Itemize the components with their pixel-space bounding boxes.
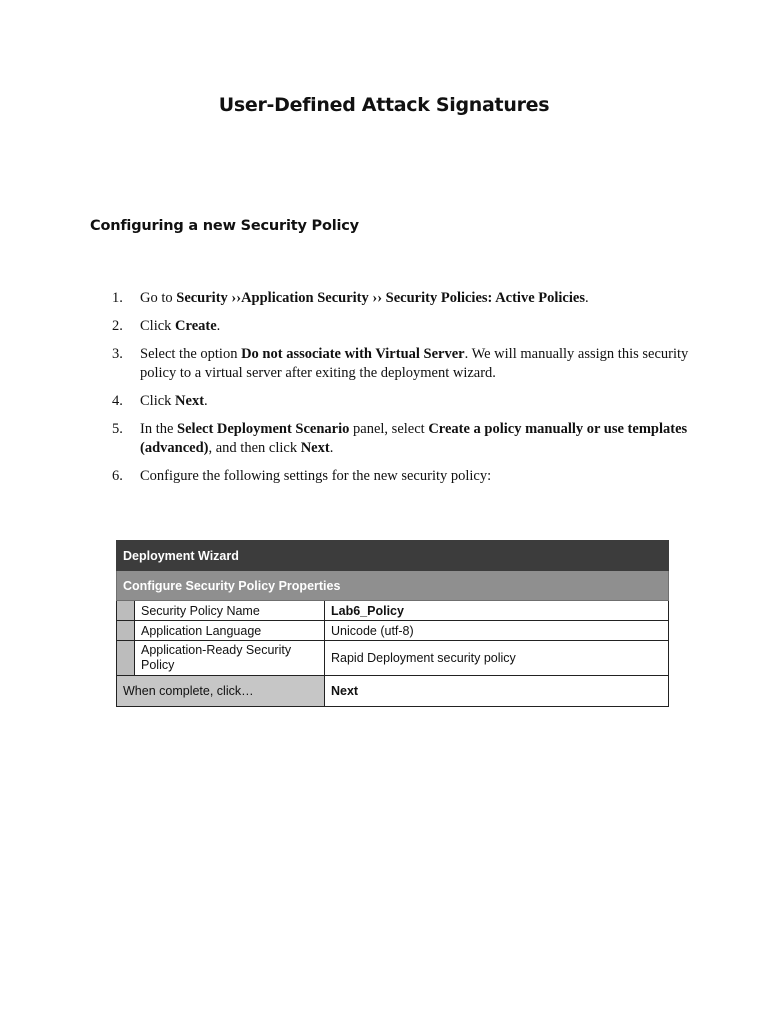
step-text xyxy=(140,420,722,458)
wizard-header-row xyxy=(117,541,669,571)
step-text-run: . xyxy=(204,393,208,409)
wizard-subheader: Configure Security Policy Properties xyxy=(117,571,669,601)
step-item xyxy=(112,420,722,458)
step-text-bold: Create a policy manually or use templates (advanced) xyxy=(140,421,688,456)
step-text-run: . xyxy=(216,318,221,334)
step-item xyxy=(112,345,722,383)
step-text-run: , and then click xyxy=(208,440,301,456)
step-item xyxy=(112,467,722,486)
step-text-run: In the xyxy=(140,421,178,437)
setting-value: Rapid Deployment security policy xyxy=(325,641,669,676)
step-text-run: Click xyxy=(140,318,176,334)
step-number: 4. xyxy=(112,393,123,409)
wizard-header: Deployment Wizard xyxy=(117,541,669,571)
step-text-run: . We will manually assign this security policy to a virtual server after exiting the deployment wizard. xyxy=(140,346,689,381)
wizard-subheader-row xyxy=(117,571,669,601)
step-item xyxy=(112,317,722,336)
final-value: Next xyxy=(325,676,669,707)
document-title: User-Defined Attack Signatures xyxy=(218,94,550,116)
step-text-bold: Do not associate with Virtual Server xyxy=(241,346,465,362)
step-text-run: . xyxy=(329,440,334,456)
setting-value: Unicode (utf-8) xyxy=(325,621,669,641)
step-text xyxy=(140,345,722,383)
step-text-bold: Create xyxy=(175,318,217,334)
setting-value: Lab6_Policy xyxy=(325,601,669,621)
step-text xyxy=(140,467,722,486)
step-text xyxy=(140,289,722,308)
table-row xyxy=(117,621,669,641)
table-row xyxy=(117,601,669,621)
final-label: When complete, click… xyxy=(117,676,325,707)
table-row xyxy=(117,641,669,676)
row-gutter xyxy=(117,641,135,676)
step-text-run: Configure the following settings for the new security policy: xyxy=(140,468,492,484)
section-heading: Configuring a new Security Policy xyxy=(90,218,359,234)
row-gutter xyxy=(117,601,135,621)
steps-list xyxy=(112,289,722,486)
setting-label: Application-Ready Security Policy xyxy=(135,641,325,676)
setting-label: Security Policy Name xyxy=(135,601,325,621)
step-number: 2. xyxy=(112,318,123,334)
step-text-bold: Next xyxy=(175,393,205,409)
step-text-run: Go to xyxy=(140,290,177,306)
step-number: 1. xyxy=(112,290,123,306)
deployment-wizard-table xyxy=(116,540,669,707)
setting-label: Application Language xyxy=(135,621,325,641)
step-text-bold: Next xyxy=(300,440,330,456)
step-text-bold: Select Deployment Scenario xyxy=(177,421,350,437)
step-number: 3. xyxy=(112,346,123,362)
step-text-run: Select the option xyxy=(140,346,242,362)
wizard-final-row xyxy=(117,676,669,707)
step-text xyxy=(140,317,722,336)
step-number: 6. xyxy=(112,468,123,484)
step-text-bold: Security ››Application Security ›› Security Policies: Active Policies xyxy=(176,290,585,306)
step-item xyxy=(112,289,722,308)
step-text-run: panel, select xyxy=(349,421,429,437)
row-gutter xyxy=(117,621,135,641)
step-text xyxy=(140,392,722,411)
step-number: 5. xyxy=(112,421,123,437)
step-item xyxy=(112,392,722,411)
step-text-run: Click xyxy=(140,393,176,409)
step-text-run: . xyxy=(584,290,589,306)
